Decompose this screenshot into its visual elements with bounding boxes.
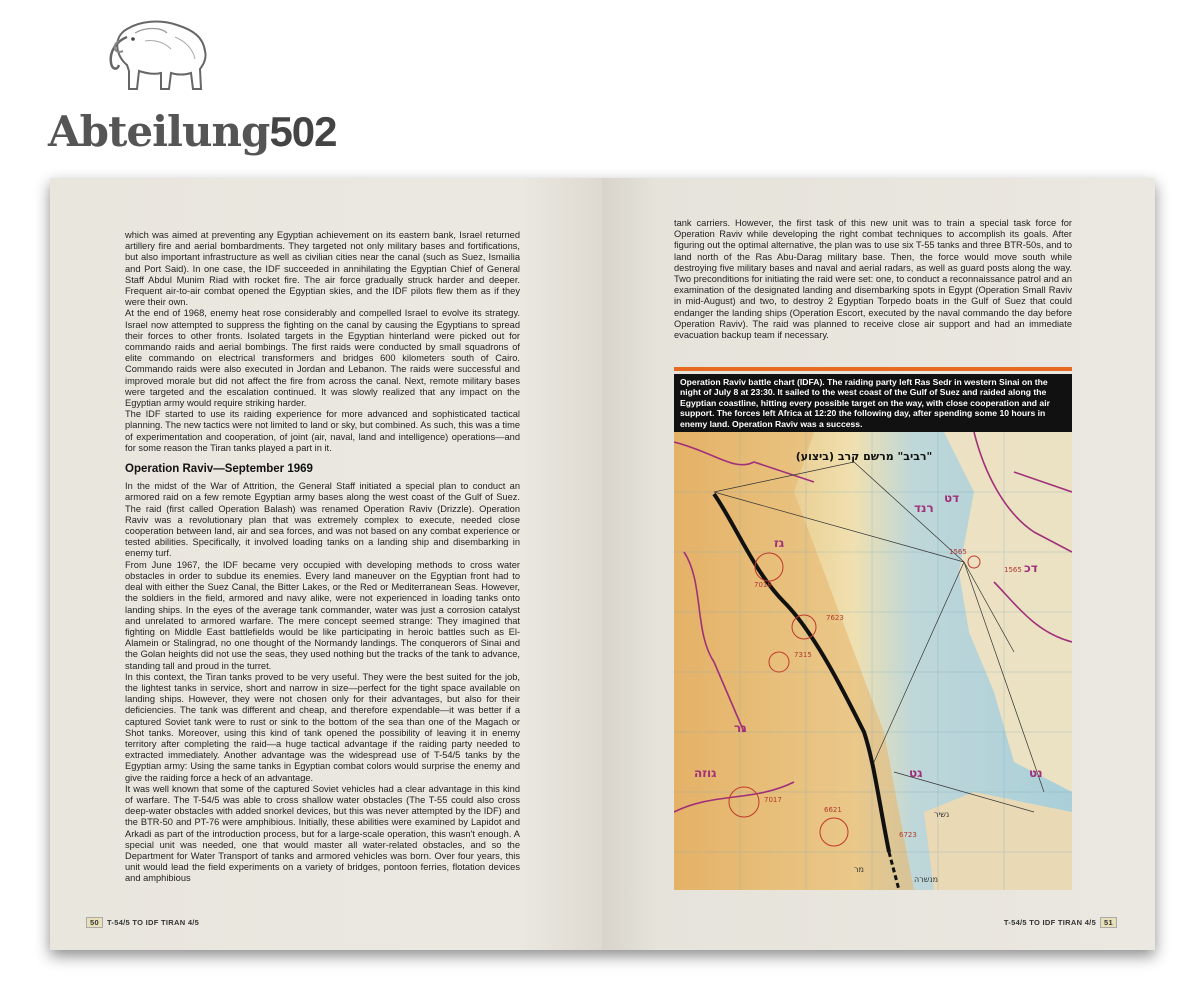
map-label: נשיר	[934, 810, 950, 819]
brand-logo	[40, 15, 337, 156]
map-label: דט	[944, 491, 960, 505]
map-label: 6723	[899, 831, 917, 839]
map-label: 1565	[1004, 566, 1022, 574]
right-page	[602, 178, 1155, 950]
brand-wordmark	[48, 107, 337, 156]
paragraph: The IDF started to use its raiding experience for more advanced and sophisticated tactical planning. The new tactics were not limited to land or sky, but combined. As such, this was a time of experimentation and cooperation, of joint (air, naval, land and intelligence) operations—and for some reason the Tiran tanks played a part in it.	[125, 409, 520, 453]
page-number: 51	[1100, 917, 1117, 928]
map-label: 1565	[949, 548, 967, 556]
left-footer	[82, 917, 199, 928]
map-label: גר	[734, 721, 747, 735]
paragraph: From June 1967, the IDF became very occupied with developing methods to cross water obstacles in order to subdue its enemies. Every land maneuver on the Egyptian front had to deal with either the Suez Canal, the Bitter Lakes, or the Red or Mediterranean Seas. However, the soldiers in the field, armored and navy alike, were not experienced in loading tanks onto landing ships. In the eyes of the average tank commander, water was just a corrosion catalyst and unrelated to armored warfare. The mere concept seemed strange: They imagined that fighting on Middle East battlefields would be like participating in heroic battles such as El-Alamein or Stalingrad, no one thought of the Normandy landings. The conquerors of Sinai and the Golan heights did not use the seas, they used nothing but the tracks of the tank to advance, standing tall and proud in the turret.	[125, 559, 520, 671]
brand-name: Abteilung	[48, 107, 270, 156]
map-label: 7315	[794, 651, 812, 659]
paragraph: At the end of 1968, enemy heat rose considerably and compelled Israel to evolve its strategy. Israel now attempted to suppress the fighting on the canal by causing the Egyptians to spread their forces to other fronts. Isolated targets in the Egyptian hinterland were picked out for commando raids and aerial bombings. The first raids were conducted by small squadrons of elite commando on electrical transformers and bridges 600 kilometers south of Cairo. Commando raids were also executed in Jordan and Lebanon. The raids were successful and improved morale but did not affect the fire from across the canal. Next, remote military bases were targeted and the escalation continued. It was slowly realized that any impact on the Egyptian army would require striking harder.	[125, 308, 520, 409]
left-text-column	[125, 230, 520, 885]
paragraph: tank carriers. However, the first task of this new unit was to train a special task force for Operation Raviv while developing the right combat techniques to accomplish its goals. After figuring out the optimal alternative, the plan was to use six T-55 tanks and three BTR-50s, and to land north of the Ras Abu-Darag military base. Then, the force would move south while destroying five military bases and naval and aerial radars, as well as guard posts along the way. Two preconditions for initiating the raid were set: one, to conduct a reconnaissance patrol and an examination of the designated landing and disembarking spots in Egypt (Operation Small Raviv in mid-August) and two, to destroy 2 Egyptian Torpedo boats in the Gulf of Suez that could endanger the landing ships (Operation Escort, executed by the naval commando the day before Operation Raviv). The raid was planned to receive close air support and had an immediate evacuation backup team if necessary.	[674, 218, 1072, 341]
map-label: גוזה	[694, 766, 717, 780]
map-label: גט	[909, 766, 923, 780]
paragraph: In the midst of the War of Attrition, the General Staff initiated a special plan to conduct an armored raid on a few remote Egyptian army bases along the west coast of the Gulf of Suez. The raid (first called Operation Balash) was renamed Operation Raviv (Drizzle). Operation Raviv was a revolutionary plan that was extremely complex to execute, needed close cooperation between land, air and sea forces, and was not based on any combat experience or tested abilities. Specifically, it involved loading tanks on a landing ship and disembarking in enemy turf.	[125, 481, 520, 559]
paragraph: which was aimed at preventing any Egyptian achievement on its eastern bank, Israel returned artillery fire and aerial bombardments. They targeted not only military bases and fortifications, but also important infrastructure as well as civilian cities near the canal (such as Suez, Ismailia and Port Said). In one case, the IDF succeeded in annihilating the Egyptian Chief of General Staff Abdul Munim Riad with rocket fire. The air force gradually struck harder and deeper. Frequent air-to-air combat opened the Egyptian skies, and the IDF pilots flew them as if they were their own.	[125, 230, 520, 308]
paragraph: It was well known that some of the captured Soviet vehicles had a clear advantage in this kind of warfare. The T-54/5 was able to cross shallow water obstacles (The T-55 could also cross deep-water obstacles with added snorkel devices, but this was never attempted by the IDF) and the BTR-50 and PT-76 were amphibious. Initially, these abilities were examined by Lapidot and Arkadi as part of the introduction process, but for a large-scale operation, this wasn't enough. A special unit was needed, one that would master all water-related obstacles, and so the Department for Water Transport of tanks and armored vehicles was born. Over four years, this unit would lead the field experiments on a variety of bridges, pontoon ferries, flotation devices and amphibious	[125, 783, 520, 884]
running-title: T-54/5 TO IDF TIRAN 4/5	[1003, 918, 1097, 927]
section-heading: Operation Raviv—September 1969	[125, 463, 313, 476]
map-title: "רביב" מרשם קרב (ביצוע)	[795, 450, 933, 463]
map-caption: Operation Raviv battle chart (IDFA). The raiding party left Ras Sedr in western Sinai on the night of July 8 at 23:30. It sailed to the west coast of the Gulf of Suez and raided along the Egyptian coastline, hitting every possible target on the way, with close cooperation and air support. The forces left Africa at 12:20 the following day, after spending some 10 hours in enemy land. Operation Raviv was a success.	[674, 374, 1072, 432]
brand-number: 502	[269, 108, 337, 155]
paragraph: In this context, the Tiran tanks proved to be very useful. They were the best suited for the job, the lightest tanks in service, short and narrow in size—perfect for the tight space available on landing ships. However, they were not chosen only for their advantages, but also for their deficiencies. The tank was different and cheap, and therefore expendable—it was better if a captured Soviet tank were to rust or sink to the bottom of the sea than one of the Magach or Shot tanks. Moreover, using this kind of tank opened the possibility of leaving it in enemy territory after completing the raid—a huge tactical advantage if the raiding party needed to extracted immediately. Another advantage was the widespread use of T-54/5 tanks by the Egyptian army: Using the same tanks in Egyptian combat colors would surprise the enemy and give the raiding force a heck of an advantage.	[125, 671, 520, 783]
map-label: 7017	[764, 796, 782, 804]
book-spread	[50, 178, 1155, 950]
map-label: מנשרה	[914, 875, 939, 884]
mammoth-icon	[105, 15, 225, 100]
map-label: 7623	[826, 614, 844, 622]
left-page	[50, 178, 602, 950]
right-text-column	[674, 218, 1072, 341]
caption-accent-bar	[674, 367, 1072, 371]
map-label: 6621	[824, 806, 842, 814]
map-label: נט	[1029, 766, 1043, 780]
map-label: 7018	[754, 581, 772, 589]
map-label: רנד	[914, 501, 934, 515]
map-label: גז	[774, 536, 785, 550]
running-title: T-54/5 TO IDF TIRAN 4/5	[106, 918, 200, 927]
battle-map	[674, 432, 1072, 890]
map-label: דכ	[1024, 561, 1038, 575]
right-footer	[1004, 917, 1121, 928]
page-number: 50	[86, 917, 103, 928]
map-label: מר	[854, 865, 864, 874]
